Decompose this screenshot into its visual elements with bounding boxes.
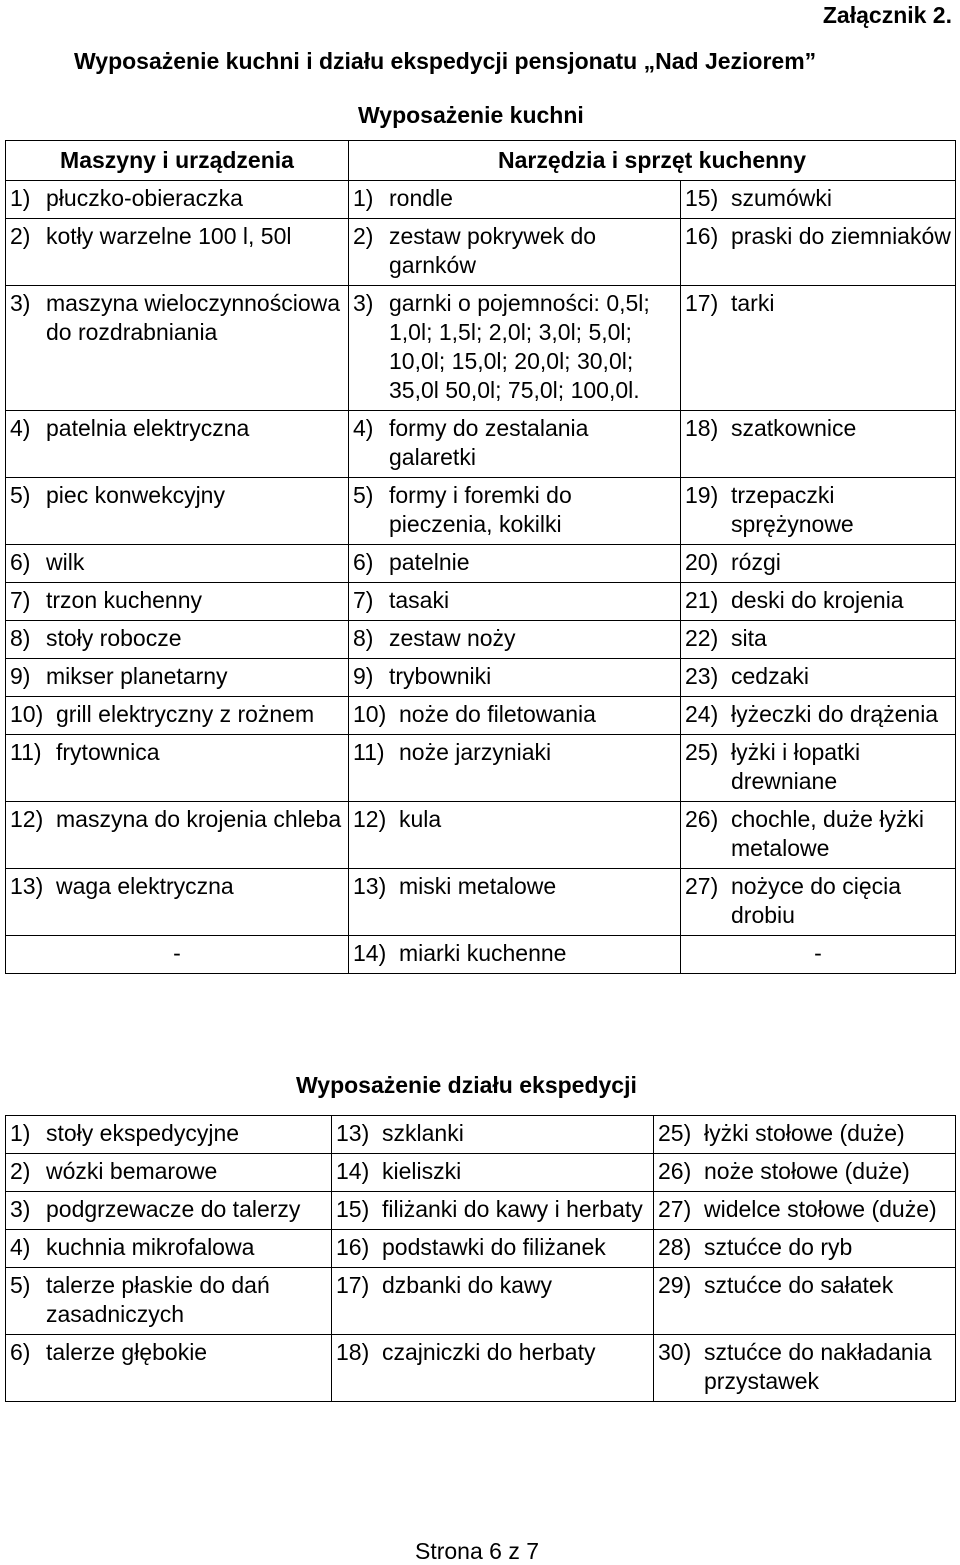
item-number: 18) <box>685 415 719 441</box>
item-number: 3) <box>10 1196 31 1222</box>
table-cell <box>332 1116 654 1154</box>
item-text: nożyce do cięcia drobiu <box>731 873 902 928</box>
item-number: 14) <box>353 940 387 966</box>
item-text: noże stołowe (duże) <box>704 1158 910 1184</box>
item-text: garnki o pojemności: 0,5l; 1,0l; 1,5l; 2,0l; 3,0l; 5,0l; 10,0l; 15,0l; 20,0l; 30,0l; 35,0l 50,0l; 75,0l; 100,0l. <box>389 290 650 403</box>
table-cell <box>349 735 681 802</box>
table-cell <box>654 1268 956 1335</box>
table-row <box>6 697 956 735</box>
item-text: maszyna do krojenia chleba <box>56 806 342 832</box>
expedition-heading: Wyposażenie działu ekspedycji <box>296 1072 637 1098</box>
item-text: miski metalowe <box>399 873 557 899</box>
table-cell <box>6 411 349 478</box>
document-title: Wyposażenie kuchni i działu ekspedycji pensjonatu „Nad Jeziorem” <box>74 48 817 74</box>
cell-text: - <box>814 940 822 966</box>
item-number: 5) <box>10 1272 31 1298</box>
item-number: 4) <box>10 1234 31 1260</box>
table-cell <box>349 545 681 583</box>
table-cell <box>332 1268 654 1335</box>
table-row <box>6 936 956 974</box>
item-text: rózgi <box>731 549 781 575</box>
item-number: 5) <box>10 482 31 508</box>
page-footer: Strona 6 z 7 <box>415 1538 540 1564</box>
item-number: 2) <box>10 1158 31 1184</box>
item-number: 13) <box>353 873 387 899</box>
table-cell <box>6 545 349 583</box>
table-cell <box>654 1230 956 1268</box>
item-text: trybowniki <box>389 663 492 689</box>
item-text: trzepaczki sprężynowe <box>731 482 854 537</box>
item-text: tasaki <box>389 587 450 613</box>
item-text: filiżanki do kawy i herbaty <box>382 1196 643 1222</box>
item-number: 12) <box>10 806 44 832</box>
table-cell <box>6 735 349 802</box>
item-number: 16) <box>336 1234 370 1260</box>
item-number: 17) <box>685 290 719 316</box>
item-number: 7) <box>10 587 31 613</box>
table-row <box>6 802 956 869</box>
table-cell <box>349 869 681 936</box>
table-row <box>6 1154 956 1192</box>
item-number: 20) <box>685 549 719 575</box>
kitchen-heading: Wyposażenie kuchni <box>358 102 584 128</box>
item-text: trzon kuchenny <box>46 587 202 613</box>
item-text: wózki bemarowe <box>46 1158 218 1184</box>
table-cell <box>349 219 681 286</box>
item-number: 6) <box>353 549 374 575</box>
item-number: 10) <box>353 701 387 727</box>
item-number: 8) <box>353 625 374 651</box>
table-cell <box>349 697 681 735</box>
item-text: sztućce do ryb <box>704 1234 853 1260</box>
table-cell <box>681 936 956 974</box>
item-text: noże do filetowania <box>399 701 596 727</box>
item-number: 4) <box>10 415 31 441</box>
item-text: stoły robocze <box>46 625 182 651</box>
table-row <box>6 659 956 697</box>
item-text: waga elektryczna <box>56 873 234 899</box>
item-text: grill elektryczny z rożnem <box>56 701 315 727</box>
item-number: 1) <box>10 185 31 211</box>
item-number: 25) <box>658 1120 692 1146</box>
item-text: stoły ekspedycyjne <box>46 1120 240 1146</box>
item-number: 18) <box>336 1339 370 1365</box>
item-number: 7) <box>353 587 374 613</box>
item-text: patelnie <box>389 549 470 575</box>
table-cell <box>681 583 956 621</box>
table-cell <box>681 869 956 936</box>
expedition-equipment-table <box>5 1115 956 1402</box>
table-header-row <box>6 141 956 181</box>
item-text: łyżki stołowe (duże) <box>704 1120 905 1146</box>
item-number: 12) <box>353 806 387 832</box>
item-text: mikser planetarny <box>46 663 228 689</box>
table-cell <box>349 583 681 621</box>
table-row <box>6 1230 956 1268</box>
item-number: 13) <box>336 1120 370 1146</box>
table-cell <box>349 621 681 659</box>
item-text: noże jarzyniaki <box>399 739 552 765</box>
item-number: 17) <box>336 1272 370 1298</box>
table-cell <box>332 1335 654 1402</box>
table-cell <box>349 936 681 974</box>
table-cell <box>6 1230 332 1268</box>
table-row <box>6 869 956 936</box>
item-text: kula <box>399 806 442 832</box>
item-text: sita <box>731 625 767 651</box>
item-number: 2) <box>353 223 374 249</box>
item-number: 4) <box>353 415 374 441</box>
item-text: kotły warzelne 100 l, 50l <box>46 223 292 249</box>
table-cell <box>6 286 349 411</box>
table-cell <box>6 1268 332 1335</box>
item-text: zestaw noży <box>389 625 516 651</box>
table-cell <box>349 802 681 869</box>
item-text: szumówki <box>731 185 832 211</box>
annex-label: Załącznik 2. <box>822 2 952 28</box>
item-text: piec konwekcyjny <box>46 482 225 508</box>
table-cell <box>681 181 956 219</box>
item-text: formy i foremki do pieczenia, kokilki <box>389 482 572 537</box>
item-text: szklanki <box>382 1120 464 1146</box>
item-text: rondle <box>389 185 453 211</box>
item-text: miarki kuchenne <box>399 940 567 966</box>
table-cell <box>6 936 349 974</box>
table-cell <box>681 802 956 869</box>
table-cell <box>6 583 349 621</box>
table-cell <box>349 181 681 219</box>
item-number: 23) <box>685 663 719 689</box>
item-number: 30) <box>658 1339 692 1365</box>
kitchen-equipment-table <box>5 140 956 974</box>
item-text: podgrzewacze do talerzy <box>46 1196 301 1222</box>
table-row <box>6 478 956 545</box>
item-text: formy do zestalania galaretki <box>389 415 589 470</box>
table-row <box>6 1268 956 1335</box>
table-cell <box>332 1192 654 1230</box>
item-number: 19) <box>685 482 719 508</box>
table-cell <box>349 478 681 545</box>
item-number: 22) <box>685 625 719 651</box>
item-number: 13) <box>10 873 44 899</box>
table-row <box>6 735 956 802</box>
item-text: sztućce do sałatek <box>704 1272 894 1298</box>
table-cell <box>6 621 349 659</box>
table-cell <box>681 735 956 802</box>
item-number: 10) <box>10 701 44 727</box>
item-text: cedzaki <box>731 663 809 689</box>
table-row <box>6 1335 956 1402</box>
item-text: sztućce do nakładania przystawek <box>704 1339 932 1394</box>
item-number: 1) <box>10 1120 31 1146</box>
table-cell <box>654 1192 956 1230</box>
table-cell <box>332 1154 654 1192</box>
table-cell <box>654 1154 956 1192</box>
item-number: 6) <box>10 549 31 575</box>
item-text: szatkownice <box>731 415 857 441</box>
table-cell <box>332 1230 654 1268</box>
table-cell <box>6 1116 332 1154</box>
item-number: 26) <box>658 1158 692 1184</box>
cell-text: - <box>173 940 181 966</box>
item-text: talerze głębokie <box>46 1339 208 1365</box>
item-number: 3) <box>10 290 31 316</box>
item-number: 24) <box>685 701 719 727</box>
table-row <box>6 411 956 478</box>
table-cell <box>6 1192 332 1230</box>
item-text: frytownica <box>56 739 160 765</box>
table-cell <box>681 286 956 411</box>
item-number: 8) <box>10 625 31 651</box>
item-number: 11) <box>10 739 42 765</box>
table-cell <box>681 411 956 478</box>
table-cell <box>654 1116 956 1154</box>
table-cell <box>349 659 681 697</box>
table-row <box>6 545 956 583</box>
table-row <box>6 181 956 219</box>
table-cell <box>681 545 956 583</box>
item-number: 28) <box>658 1234 692 1260</box>
item-text: patelnia elektryczna <box>46 415 250 441</box>
item-text: widelce stołowe (duże) <box>704 1196 937 1222</box>
item-number: 9) <box>10 663 31 689</box>
item-number: 5) <box>353 482 374 508</box>
item-text: wilk <box>46 549 85 575</box>
item-text: praski do ziemniaków <box>731 223 951 249</box>
item-number: 27) <box>685 873 719 899</box>
table-cell <box>6 697 349 735</box>
table-cell <box>6 478 349 545</box>
table-cell <box>349 286 681 411</box>
item-text: maszyna wieloczynnościowa do rozdrabniania <box>46 290 341 345</box>
item-text: talerze płaskie do dań zasadniczych <box>46 1272 270 1327</box>
item-number: 9) <box>353 663 374 689</box>
item-number: 2) <box>10 223 31 249</box>
item-text: łyżki i łopatki drewniane <box>731 739 861 794</box>
table-cell <box>681 659 956 697</box>
table-cell <box>6 659 349 697</box>
table-cell <box>6 181 349 219</box>
item-text: podstawki do filiżanek <box>382 1234 606 1260</box>
item-text: chochle, duże łyżki metalowe <box>731 806 925 861</box>
table-cell <box>681 219 956 286</box>
table-row <box>6 1192 956 1230</box>
table-cell <box>654 1335 956 1402</box>
item-text: kuchnia mikrofalowa <box>46 1234 255 1260</box>
item-text: tarki <box>731 290 775 316</box>
item-number: 11) <box>353 739 385 765</box>
item-text: czajniczki do herbaty <box>382 1339 596 1365</box>
item-number: 26) <box>685 806 719 832</box>
item-number: 16) <box>685 223 719 249</box>
table-row <box>6 583 956 621</box>
item-number: 29) <box>658 1272 692 1298</box>
table-row <box>6 219 956 286</box>
table-row <box>6 1116 956 1154</box>
item-number: 1) <box>353 185 374 211</box>
item-text: dzbanki do kawy <box>382 1272 553 1298</box>
item-number: 3) <box>353 290 374 316</box>
item-text: kieliszki <box>382 1158 462 1184</box>
item-number: 6) <box>10 1339 31 1365</box>
item-text: łyżeczki do drążenia <box>731 701 939 727</box>
item-text: zestaw pokrywek do garnków <box>389 223 597 278</box>
table-cell <box>349 411 681 478</box>
item-number: 25) <box>685 739 719 765</box>
table-cell <box>681 621 956 659</box>
item-number: 21) <box>685 587 719 613</box>
table-cell <box>6 1154 332 1192</box>
table-cell <box>6 802 349 869</box>
table-row <box>6 621 956 659</box>
col-header-machines: Maszyny i urządzenia <box>6 141 349 181</box>
col-header-tools: Narzędzia i sprzęt kuchenny <box>349 141 956 181</box>
table-cell <box>681 478 956 545</box>
item-text: deski do krojenia <box>731 587 904 613</box>
item-number: 27) <box>658 1196 692 1222</box>
table-cell <box>681 697 956 735</box>
item-text: płuczko-obieraczka <box>46 185 243 211</box>
table-row <box>6 286 956 411</box>
item-number: 14) <box>336 1158 370 1184</box>
table-cell <box>6 869 349 936</box>
item-number: 15) <box>685 185 719 211</box>
table-cell <box>6 219 349 286</box>
item-number: 15) <box>336 1196 370 1222</box>
table-cell <box>6 1335 332 1402</box>
